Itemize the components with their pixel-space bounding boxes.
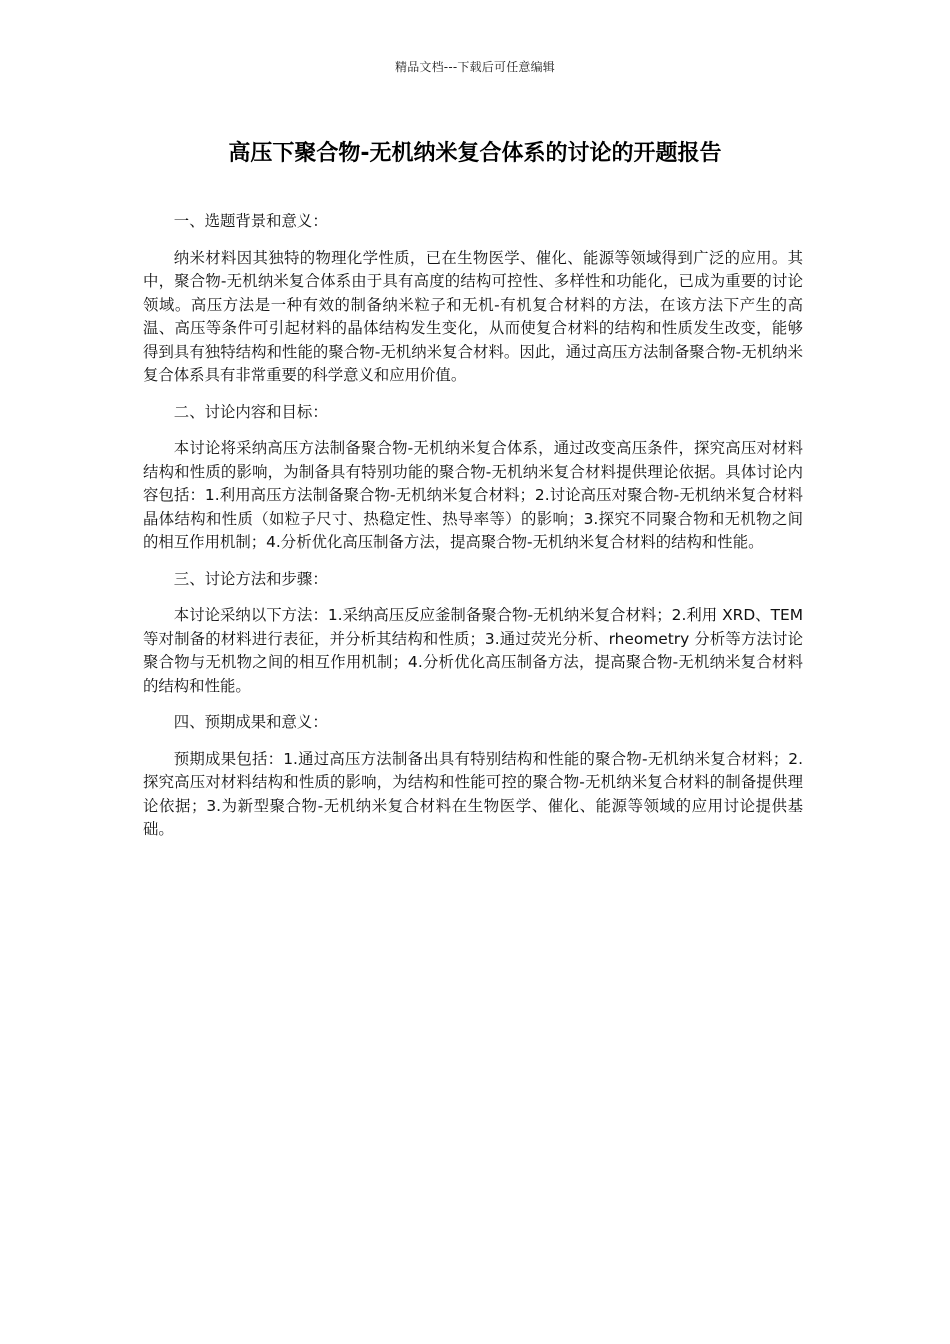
section-body-methods: 本讨论采纳以下方法：1.采纳高压反应釜制备聚合物-无机纳米复合材料；2.利用 XRD、TEM 等对制备的材料进行表征，并分析其结构和性质；3.通过荧光分析、rheometry 分析等方法讨论聚合物与无机物之间的相互作用机制；4.分析优化高压制备方法，提高聚合物-无机纳米复合材料的结构和性能。 bbox=[143, 606, 803, 695]
page-header: 精品文档---下载后可任意编辑 bbox=[395, 60, 555, 74]
section-heading-content-goals: 二、讨论内容和目标： bbox=[173, 402, 328, 421]
section-body-background: 纳米材料因其独特的物理化学性质，已在生物医学、催化、能源等领域得到广泛的应用。其中，聚合物-无机纳米复合体系由于具有高度的结构可控性、多样性和功能化，已成为重要的讨论领域。高压方法是一种有效的制备纳米粒子和无机-有机复合材料的方法，在该方法下产生的高温、高压等条件可引起材料的晶体结构发生变化，从而使复合材料的结构和性质发生改变，能够得到具有独特结构和性能的聚合物-无机纳米复合材料。因此，通过高压方法制备聚合物-无机纳米复合体系具有非常重要的科学意义和应用价值。 bbox=[143, 248, 803, 384]
section-heading-background: 一、选题背景和意义： bbox=[173, 212, 328, 230]
section-heading-outcomes: 四、预期成果和意义： bbox=[173, 713, 328, 731]
section-body-content-goals: 本讨论将采纳高压方法制备聚合物-无机纳米复合体系，通过改变高压条件，探究高压对材料结构和性质的影响，为制备具有特别功能的聚合物-无机纳米复合材料提供理论依据。具体讨论内容包括：1.利用高压方法制备聚合物-无机纳米复合材料；2.讨论高压对聚合物-无机纳米复合材料晶体结构和性质（如粒子尺寸、热稳定性、热导率等）的影响；3.探究不同聚合物和无机物之间的相互作用机制；4.分析优化高压制备方法，提高聚合物-无机纳米复合材料的结构和性能。 bbox=[143, 439, 803, 551]
section-body-outcomes: 预期成果包括：1.通过高压方法制备出具有特别结构和性能的聚合物-无机纳米复合材料；2.探究高压对材料结构和性质的影响，为结构和性能可控的聚合物-无机纳米复合材料的制备提供理论依据；3.为新型聚合物-无机纳米复合材料在生物医学、催化、能源等领域的应用讨论提供基础。 bbox=[143, 749, 803, 838]
document-body bbox=[143, 210, 803, 855]
document-title: 高压下聚合物-无机纳米复合体系的讨论的开题报告 bbox=[228, 141, 722, 166]
section-heading-methods: 三、讨论方法和步骤： bbox=[173, 569, 328, 588]
